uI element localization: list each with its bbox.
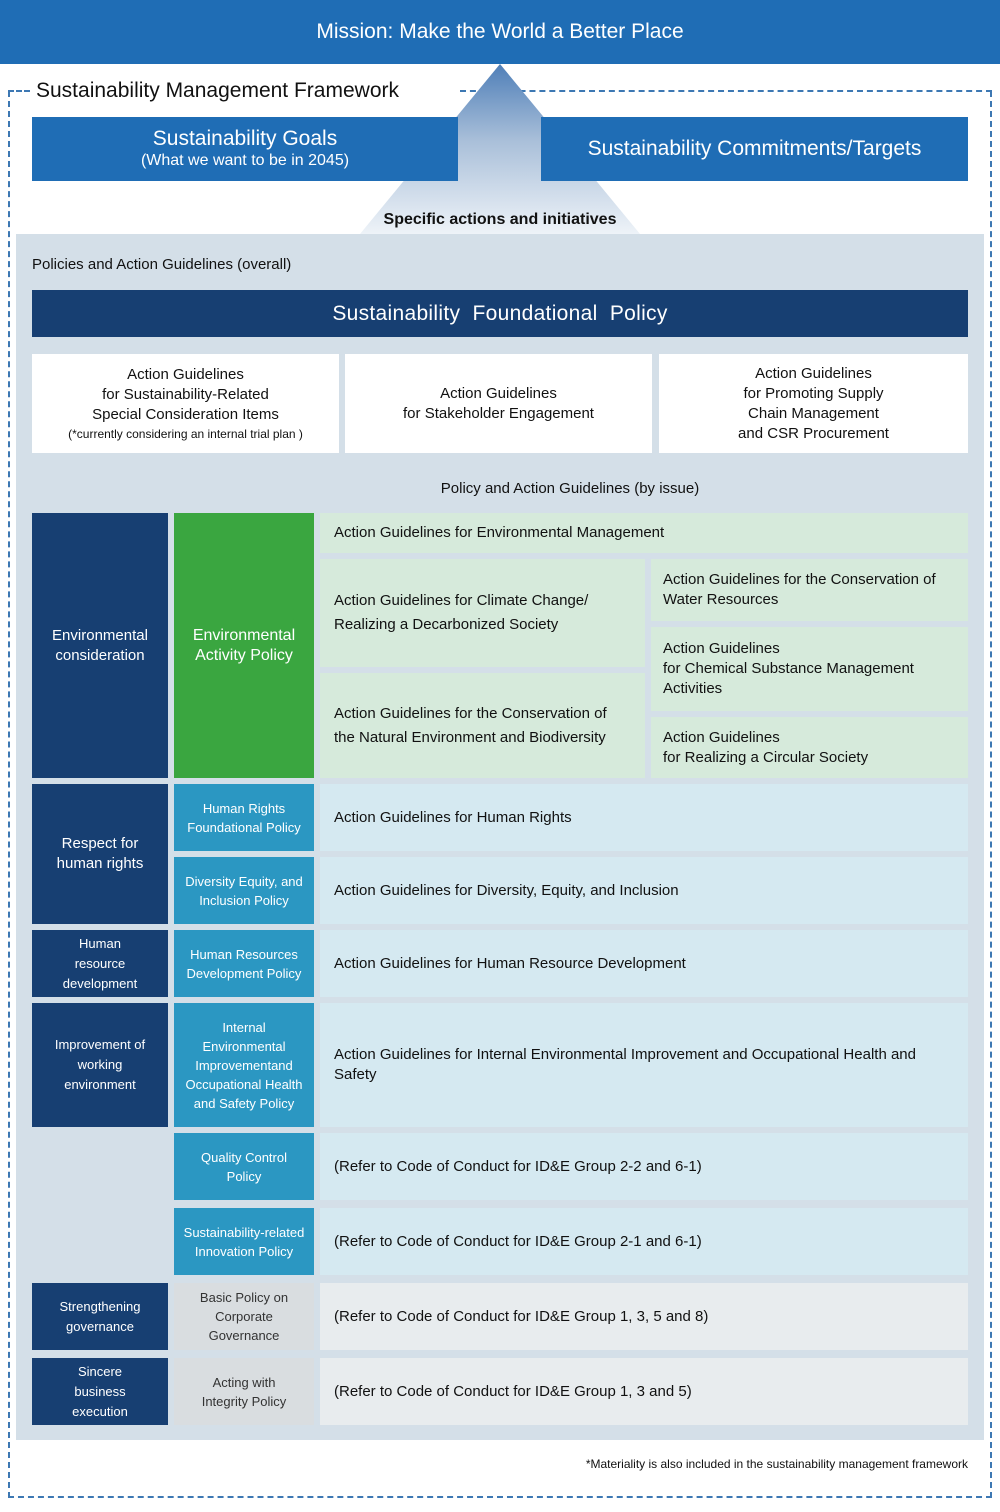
policy-quality: Quality Control Policy <box>174 1133 314 1200</box>
category-working-env: Improvement of working environment <box>32 1003 168 1127</box>
guideline-governance: (Refer to Code of Conduct for ID&E Group 1, 3, 5 and 8) <box>320 1283 968 1350</box>
guideline-integrity: (Refer to Code of Conduct for ID&E Group 1, 3 and 5) <box>320 1358 968 1425</box>
guideline-line: Special Consideration Items <box>92 405 279 423</box>
guideline-env-management: Action Guidelines for Environmental Management <box>320 513 968 553</box>
overall-guideline-stakeholder <box>345 354 652 453</box>
policy-governance: Basic Policy on Corporate Governance <box>174 1283 314 1350</box>
guideline-line: Action Guidelines <box>663 640 780 657</box>
category-environmental: Environmental consideration <box>32 513 168 778</box>
guideline-human-rights: Action Guidelines for Human Rights <box>320 784 968 851</box>
footnote: *Materiality is also included in the sustainability management framework <box>585 1457 968 1471</box>
guideline-line: for Sustainability-Related <box>102 385 269 403</box>
sustainability-goals-box <box>32 117 458 181</box>
foundational-policy-text: Sustainability Foundational Policy <box>332 301 668 325</box>
guideline-line: for Stakeholder Engagement <box>403 404 594 422</box>
commitments-text: Sustainability Commitments/Targets <box>587 137 922 160</box>
guideline-dei: Action Guidelines for Diversity, Equity, and Inclusion <box>320 857 968 924</box>
framework-title: Sustainability Management Framework <box>32 76 403 106</box>
guideline-line: Action Guidelines <box>755 364 872 382</box>
policy-dei: Diversity Equity, and Inclusion Policy <box>174 857 314 924</box>
guideline-circular <box>651 717 968 778</box>
policy-environmental: Environmental Activity Policy <box>174 513 314 778</box>
guideline-nature: Action Guidelines for the Conservation of the Natural Environment and Biodiversity <box>320 673 645 778</box>
guideline-water: Action Guidelines for the Conservation of Water Resources <box>651 559 968 621</box>
overall-label: Policies and Action Guidelines (overall) <box>32 255 292 273</box>
guideline-line: Action Guidelines <box>127 365 244 383</box>
overall-guideline-special-consideration <box>32 354 339 453</box>
foundational-policy-bar <box>32 290 968 337</box>
sustainability-commitments-box <box>541 117 968 181</box>
guideline-chemical <box>651 627 968 711</box>
guideline-innovation: (Refer to Code of Conduct for ID&E Group 2-1 and 6-1) <box>320 1208 968 1275</box>
guideline-line: for Chemical Substance Management <box>663 660 914 677</box>
specific-actions-label: Specific actions and initiatives <box>383 211 617 228</box>
policy-innovation: Sustainability-related Innovation Policy <box>174 1208 314 1275</box>
guideline-line: for Realizing a Circular Society <box>663 748 869 766</box>
mission-text: Mission: Make the World a Better Place <box>316 20 684 43</box>
policy-human-rights: Human Rights Foundational Policy <box>174 784 314 851</box>
category-governance: Strengthening governance <box>32 1283 168 1350</box>
guideline-working-env: Action Guidelines for Internal Environmental Improvement and Occupational Health and Safety <box>320 1003 968 1127</box>
guideline-climate: Action Guidelines for Climate Change/ Realizing a Decarbonized Society <box>320 559 645 667</box>
guideline-line: Action Guidelines <box>440 384 557 402</box>
guideline-line: and CSR Procurement <box>738 424 889 442</box>
policy-integrity: Acting with Integrity Policy <box>174 1358 314 1425</box>
category-hr-development: Human resource development <box>32 930 168 997</box>
category-business: Sincere business execution <box>32 1358 168 1425</box>
issue-label: Policy and Action Guidelines (by issue) <box>440 479 700 497</box>
guideline-line: Chain Management <box>748 404 879 422</box>
guideline-hr-development: Action Guidelines for Human Resource Development <box>320 930 968 997</box>
guideline-line: for Promoting Supply <box>743 384 884 402</box>
policy-working-env: Internal Environmental Improvementand Occupational Health and Safety Policy <box>174 1003 314 1127</box>
overall-guideline-supply-chain <box>659 354 968 453</box>
goals-title: Sustainability Goals <box>152 127 338 150</box>
guideline-line: Action Guidelines <box>663 728 780 746</box>
guideline-line: Activities <box>663 680 723 697</box>
guideline-quality: (Refer to Code of Conduct for ID&E Group 2-2 and 6-1) <box>320 1133 968 1200</box>
category-human-rights: Respect for human rights <box>32 784 168 924</box>
guideline-note: (*currently considering an internal trial plan ) <box>68 426 303 441</box>
goals-subtitle: (What we want to be in 2045) <box>140 152 350 169</box>
policy-hr-development: Human Resources Development Policy <box>174 930 314 997</box>
